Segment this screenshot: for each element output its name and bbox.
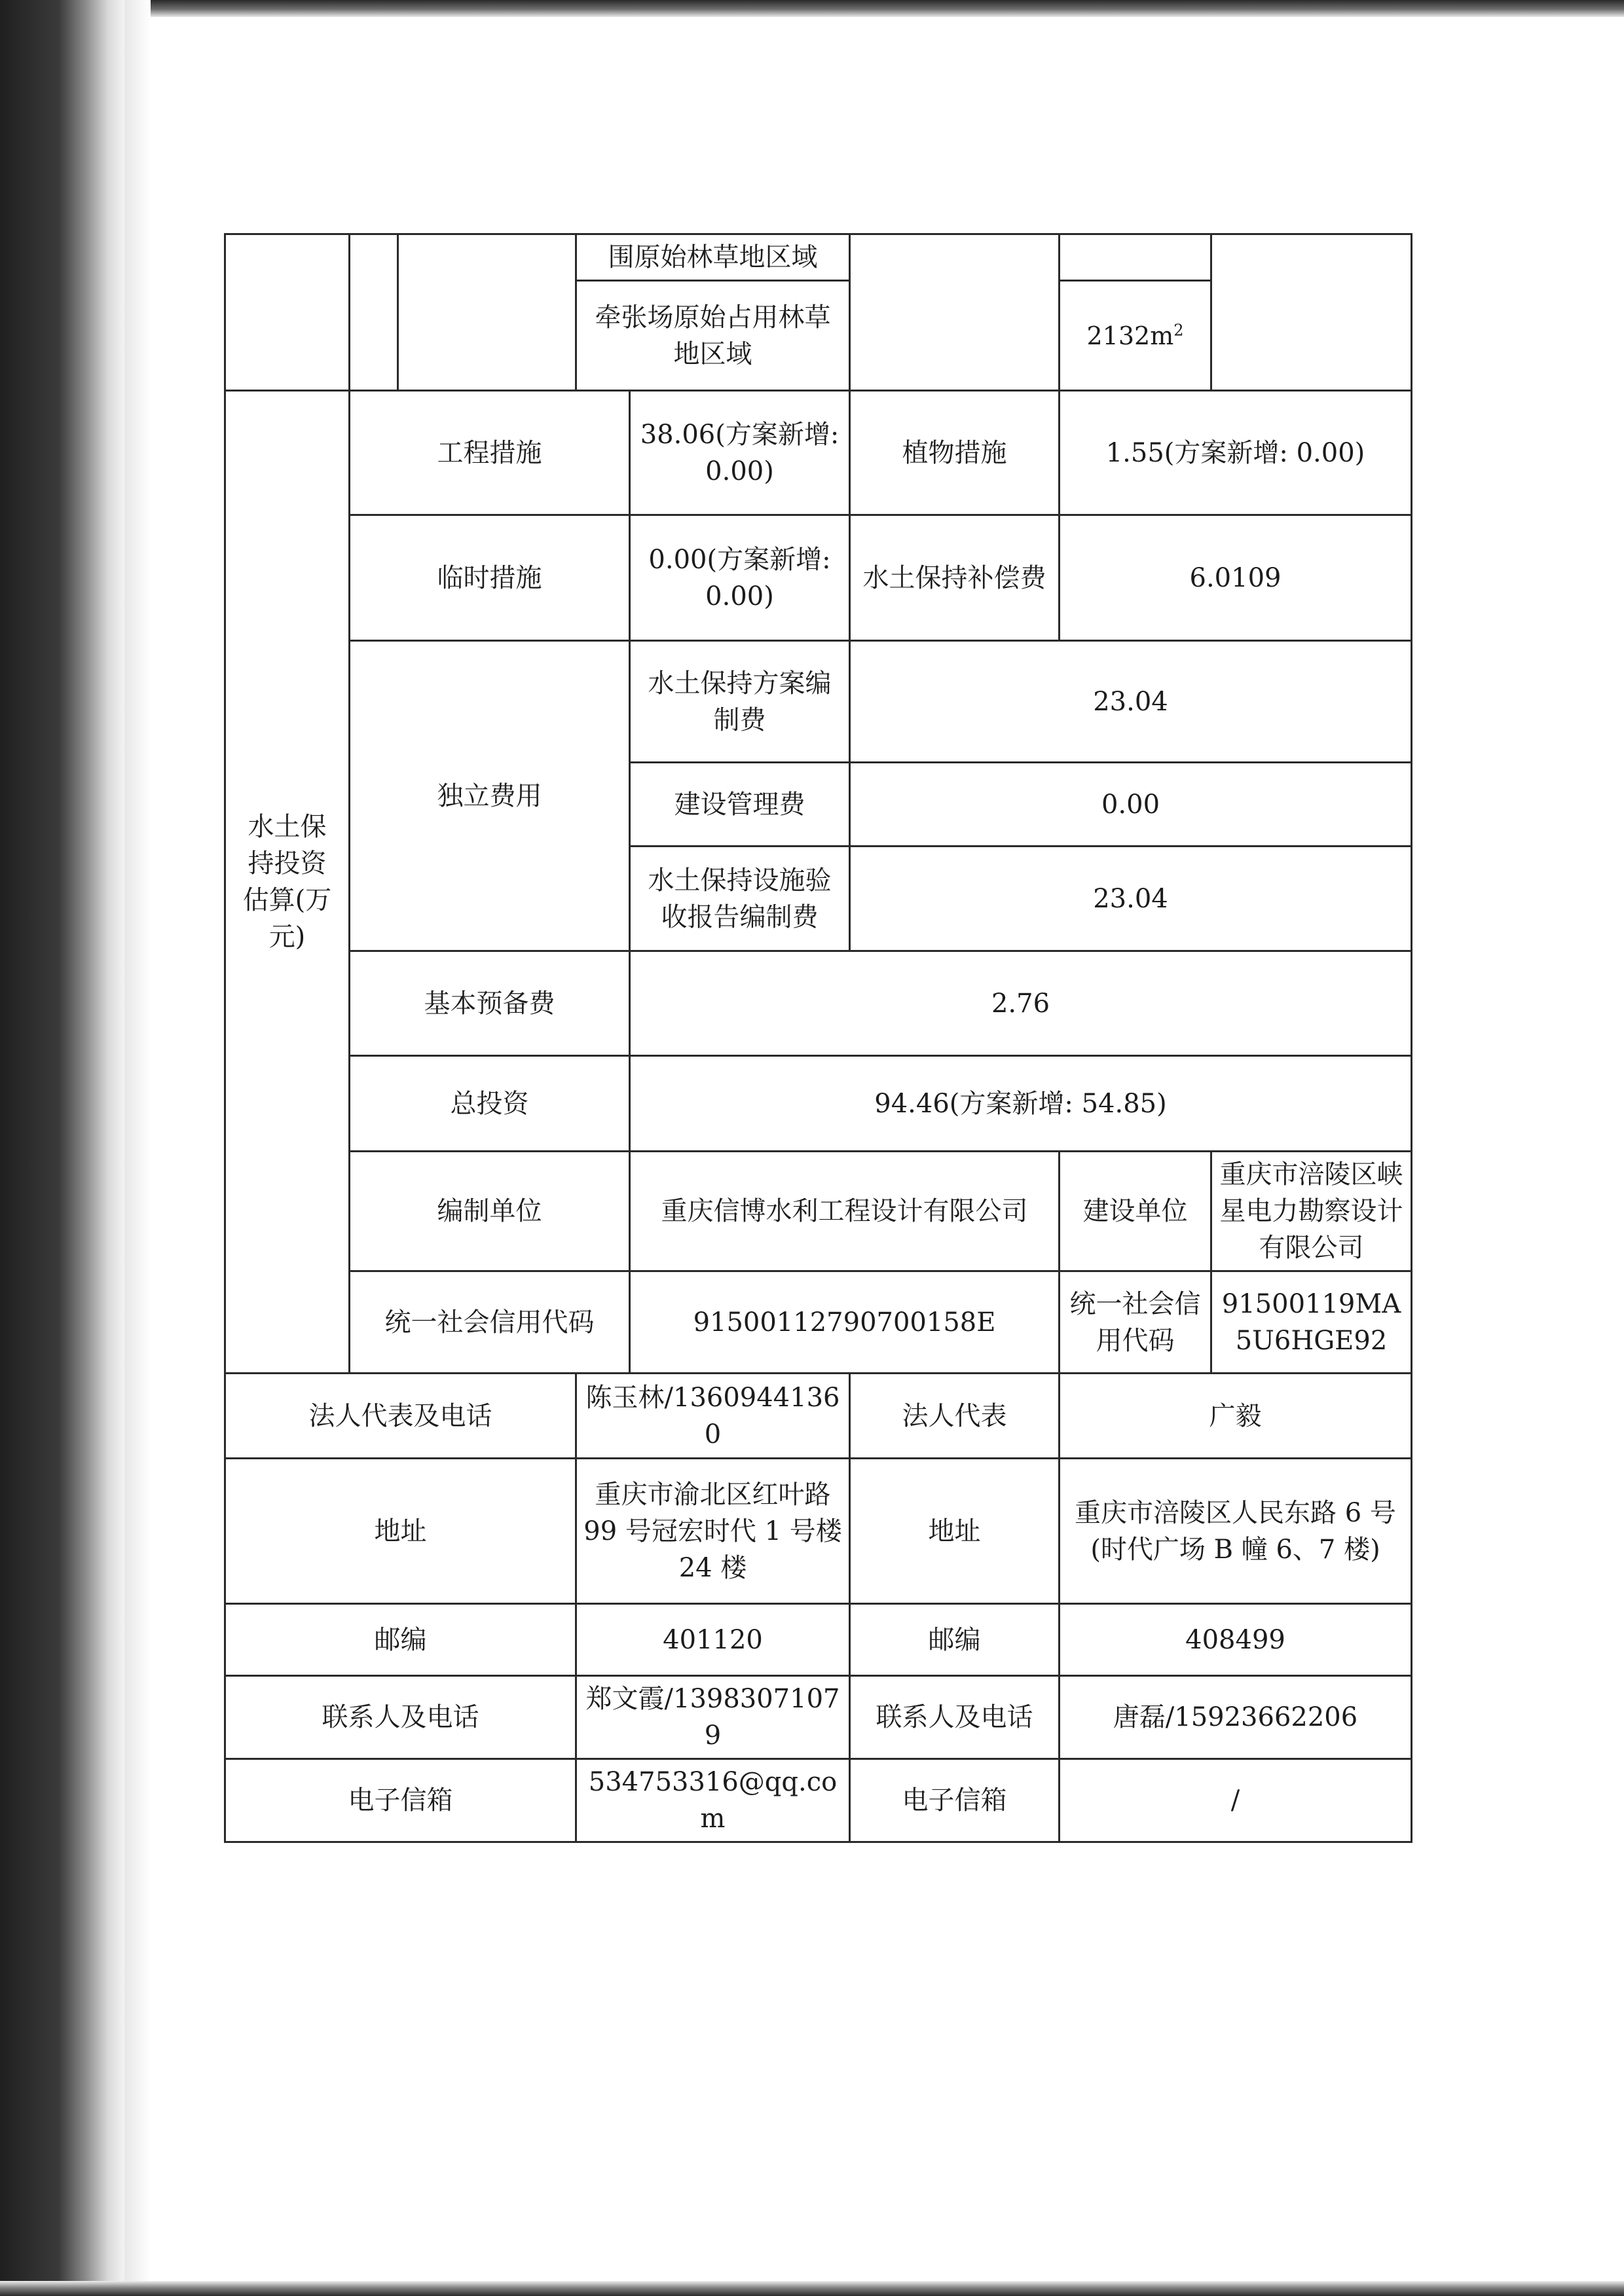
credit-code-label-right: 统一社会信用代码 [1060, 1271, 1211, 1374]
land-row-1 [225, 234, 1412, 281]
compensation-label: 水土保持补偿费 [850, 515, 1060, 641]
scan-top-edge [0, 0, 1624, 17]
blank-cell [350, 234, 398, 391]
units-row-address [225, 1459, 1412, 1604]
contact-value-right: 唐磊/15923662206 [1060, 1676, 1412, 1759]
legal-rep-value-right: 广毅 [1060, 1374, 1412, 1459]
plan-fee-label: 水土保持方案编制费 [630, 641, 850, 763]
book-spine-shadow [0, 0, 124, 2296]
postcode-label-left: 邮编 [225, 1604, 576, 1676]
management-fee-label: 建设管理费 [630, 763, 850, 847]
independent-cost-label: 独立费用 [350, 641, 630, 951]
management-fee-value: 0.00 [850, 763, 1412, 847]
units-row-email [225, 1759, 1412, 1842]
investment-row-engineering [225, 391, 1412, 515]
units-row-credit [225, 1271, 1412, 1374]
postcode-value-left: 401120 [576, 1604, 850, 1676]
credit-code-value-left: 91500112790700158E [630, 1271, 1060, 1374]
land-area-number: 2132m [1086, 321, 1174, 350]
reserve-label: 基本预备费 [350, 951, 630, 1056]
investment-section-label: 水土保持投资估算(万元) [225, 391, 350, 1374]
reserve-value: 2.76 [630, 951, 1412, 1056]
page-gutter-shade [124, 0, 151, 2296]
investment-row-plan-fee [225, 641, 1412, 763]
email-value-right: / [1060, 1759, 1412, 1842]
credit-code-value-right: 91500119MA5U6HGE92 [1211, 1271, 1412, 1374]
contact-value-left: 郑文霞/13983071079 [576, 1676, 850, 1759]
engineering-label: 工程措施 [350, 391, 630, 515]
temporary-value: 0.00(方案新增: 0.00) [630, 515, 850, 641]
plant-value: 1.55(方案新增: 0.00) [1060, 391, 1412, 515]
units-row-legal [225, 1374, 1412, 1459]
compensation-value: 6.0109 [1060, 515, 1412, 641]
plant-label: 植物措施 [850, 391, 1060, 515]
investment-row-reserve [225, 951, 1412, 1056]
acceptance-fee-label: 水土保持设施验收报告编制费 [630, 847, 850, 951]
address-value-right: 重庆市涪陵区人民东路 6 号(时代广场 B 幢 6、7 楼) [1060, 1459, 1412, 1604]
email-label-right: 电子信箱 [850, 1759, 1060, 1842]
land-area-type-1: 围原始林草地区域 [576, 234, 850, 281]
legal-rep-label-right: 法人代表 [850, 1374, 1060, 1459]
email-value-left: 534753316@qq.com [576, 1759, 850, 1842]
blank-cell [1060, 234, 1211, 281]
address-label-left: 地址 [225, 1459, 576, 1604]
builder-label: 建设单位 [1060, 1152, 1211, 1271]
address-label-right: 地址 [850, 1459, 1060, 1604]
total-label: 总投资 [350, 1056, 630, 1152]
land-area-value [1060, 281, 1211, 391]
plan-fee-value: 23.04 [850, 641, 1412, 763]
address-value-left: 重庆市渝北区红叶路 99 号冠宏时代 1 号楼 24 楼 [576, 1459, 850, 1604]
compiler-label: 编制单位 [350, 1152, 630, 1271]
legal-rep-value-left: 陈玉林/13609441360 [576, 1374, 850, 1459]
project-info-table [224, 233, 1412, 1843]
land-area-unit-sup: 2 [1173, 320, 1184, 339]
acceptance-fee-value: 23.04 [850, 847, 1412, 951]
postcode-value-right: 408499 [1060, 1604, 1412, 1676]
legal-rep-label-left: 法人代表及电话 [225, 1374, 576, 1459]
investment-row-total [225, 1056, 1412, 1152]
compiler-value: 重庆信博水利工程设计有限公司 [630, 1152, 1060, 1271]
total-value: 94.46(方案新增: 54.85) [630, 1056, 1412, 1152]
blank-cell [225, 234, 350, 391]
email-label-left: 电子信箱 [225, 1759, 576, 1842]
builder-value: 重庆市涪陵区峡星电力勘察设计有限公司 [1211, 1152, 1412, 1271]
blank-cell [850, 234, 1060, 391]
credit-code-label-left: 统一社会信用代码 [350, 1271, 630, 1374]
units-row-postcode [225, 1604, 1412, 1676]
blank-cell [398, 234, 576, 391]
blank-cell [1211, 234, 1412, 391]
investment-row-temporary [225, 515, 1412, 641]
engineering-value: 38.06(方案新增:0.00) [630, 391, 850, 515]
land-area-type-2: 牵张场原始占用林草地区域 [576, 281, 850, 391]
contact-label-right: 联系人及电话 [850, 1676, 1060, 1759]
contact-label-left: 联系人及电话 [225, 1676, 576, 1759]
units-row-contact [225, 1676, 1412, 1759]
temporary-label: 临时措施 [350, 515, 630, 641]
postcode-label-right: 邮编 [850, 1604, 1060, 1676]
scan-bottom-edge [0, 2281, 1624, 2296]
units-row-names [225, 1152, 1412, 1271]
